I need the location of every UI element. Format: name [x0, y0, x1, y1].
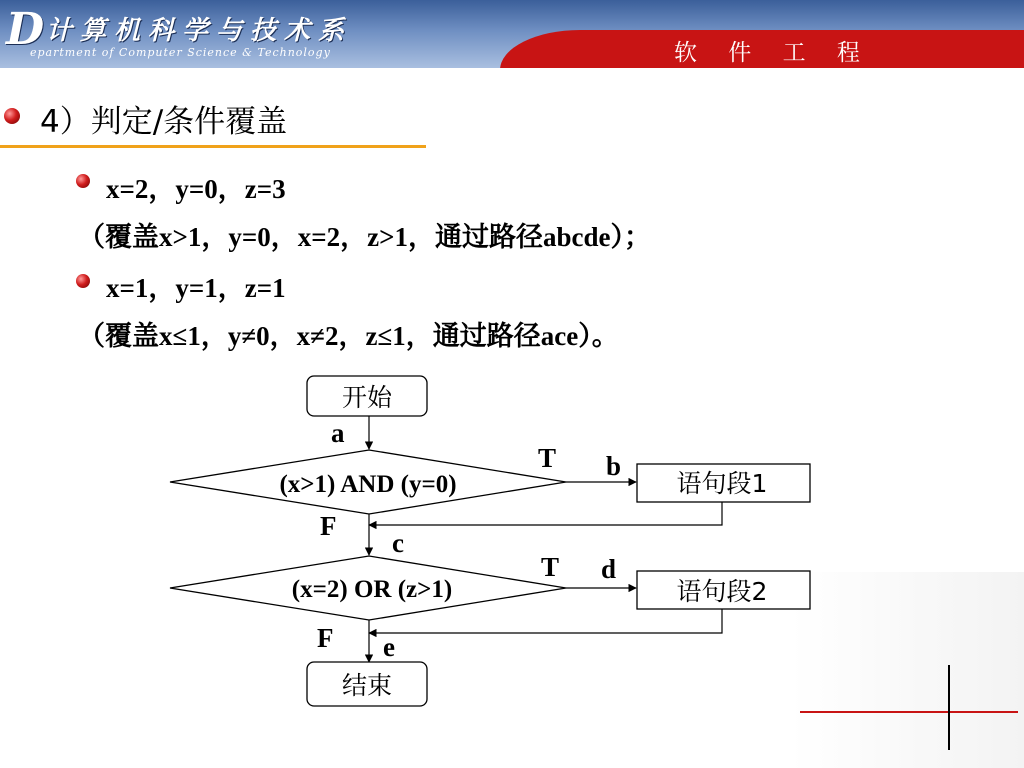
department-name-en: epartment of Computer Science & Technology	[30, 46, 331, 59]
t1-label: T	[538, 443, 557, 473]
f2-label: F	[317, 623, 334, 653]
case-2-coverage: （覆盖x≤1，y≠0，x≠2，z≤1，通过路径ace）。	[78, 321, 619, 351]
end-label: 结束	[341, 671, 393, 700]
department-logo: D	[6, 4, 45, 55]
edge-b-label: b	[606, 451, 622, 481]
case-2-input: x=1，y=1，z=1	[106, 273, 286, 303]
edge-c-label: c	[392, 528, 404, 558]
start-label: 开始	[341, 383, 393, 412]
edge-a-label: a	[331, 418, 345, 448]
edge-d-label: d	[601, 554, 617, 584]
block-2-return	[369, 609, 722, 633]
decision-1-text: (x>1) AND (y=0)	[279, 471, 457, 498]
block-1-label: 语句段1	[676, 469, 768, 498]
t2-label: T	[541, 552, 560, 582]
block-2-label: 语句段2	[676, 577, 768, 606]
department-name-cn: 计算机科学与技术系	[46, 16, 353, 46]
section-title: 4）判定/条件覆盖	[40, 104, 288, 140]
edge-e-label: e	[383, 632, 395, 662]
decision-2-text: (x=2) OR (z>1)	[291, 576, 453, 603]
course-title: 软 件 工 程	[674, 40, 872, 66]
case-1-coverage: （覆盖x>1，y=0，x=2，z>1，通过路径abcde）；	[78, 222, 652, 252]
case-1-input: x=2，y=0，z=3	[106, 174, 286, 204]
f1-label: F	[320, 511, 337, 541]
